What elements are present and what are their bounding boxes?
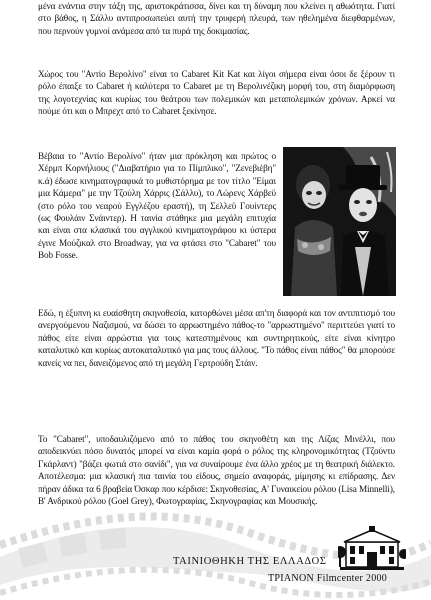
building-logo-icon: [338, 526, 406, 570]
venue-name: ΤΡΙΑΝΟΝ Filmcenter 2000: [268, 573, 388, 584]
paragraph-2: Χώρος του "Αντίο Βερολίνο" είναι το Cabaret Kit Kat και λίγοι σήμερα είναι όσοι δε ξέρουν τι ρόλο έπαιξε το Cabaret ή καλύτερα το Cabaret με τη Βερολινέζικη μορφή του, στη διαμόρφωση της λογοτεχνίας και κυρίως του θεάτρου των πολεμικών και μεταπολεμικών χρόνων. Αρκεί να πούμε ότι και ο Μπρεχτ από το Cabaret ξεκίνησε.: [38, 69, 395, 117]
paragraph-1: μένα ενάντια στην τάξη της, αριστοκράτισσα, δίνει και τη δύναμη που κλείνει η αθωότητα. Γιατί στο βάθος, η Σάλλυ αντιπροσωπεύει αυτή την τρυφερή πλευρά, των ηθελημένα διεφθαρμένων, που περνούν γυμνοί ανάμεσα από τα πυρά της δοκιμασίας.: [38, 1, 395, 36]
paragraph-3: Βέβαια το "Αντίο Βερολίνο" ήταν μια πρόκληση και πρώτος ο Χέρμπ Κορνήλιους ("Διαβατήριο για το Πίμπλικο", "Ζενεβιέβη" κ.ά) έδωσε κινηματογραφικά το μυθιστόρημα με τον τίτλο "Είμαι μια Κάμερα" με την Τζούλη Χάρρις (Σάλλυ), το Λώρενς Χάρβεϋ (στο ρόλο του νεαρού Εγγλέζου εραστή), τη Σελλεϋ Γουίντερς (ως Φουλάιν Σνάιντερ). Η ταινία στάθηκε μια μεγάλη επιτυχία και είναι στα κλασικά του αγγλικού κινηματογράφου κι ύστερα έγινε Μούζικαλ στο Broadway, για να φτάσει στο "Cabaret" του Bob Fosse.: [38, 151, 276, 261]
paragraph-5: Το "Cabaret", υποδαυλιζόμενο από το πάθος του σκηνοθέτη και της Λίζας Μινέλλι, που αποδεικνύει πόσο δυνατός μπορεί να είναι καμία φορά ο ρόλος της κληρονομικότητας (Τζούντυ Γκάρλαντ) "βάζει φωτιά στο σανίδι", για να συναίρουμε ένα άλλο χρέος με τη θεατρική διάλεκτο. Αποτέλεσμα: μια κλασική πια ταινία του είδους, σημείο αναφοράς, μίμησης κι επίδρασης. Δεν πήραν άδικα τα 6 βραβεία Όσκαρ που κέρδισε: Σκηνοθεσίας, Α' Γυναικείου ρόλου (Lisa Minnelli), Β' Ανδρικού ρόλου (Goel Grey), Φωτογραφίας, Σκηνογραφίας και Μουσικής.: [38, 434, 395, 507]
archive-name: ΤΑΙΝΙΟΘΗΚΗ ΤΗΣ ΕΛΛΑΔΟΣ: [173, 556, 327, 567]
paragraph-4: Εδώ, η έξυπνη κι ευαίσθητη σκηνοθεσία, κατορθώνει μέσα απ'τη διαφορά και τον αντιπιτισμό του ανεργούμενου Ναζισμού, να δώσει το αρρωστημένο πάθος-το "αρρωστημένο" περιττεύει γιατί το πάθος είτε είναι αρρώστια για τους κατεστημένους και συντηρητικούς, είτε είναι κίνητρο καταλυτικό και κυρίως αυτοκαταλυτικό για μας τους άλλους. "Το πάθος είναι πάθος" θα μπορούσε κανείς να πει, δανειζόμενος από τη μεγάλη Γερτρούδη Στάιν.: [38, 308, 395, 368]
cabaret-still-photo: [283, 147, 396, 296]
